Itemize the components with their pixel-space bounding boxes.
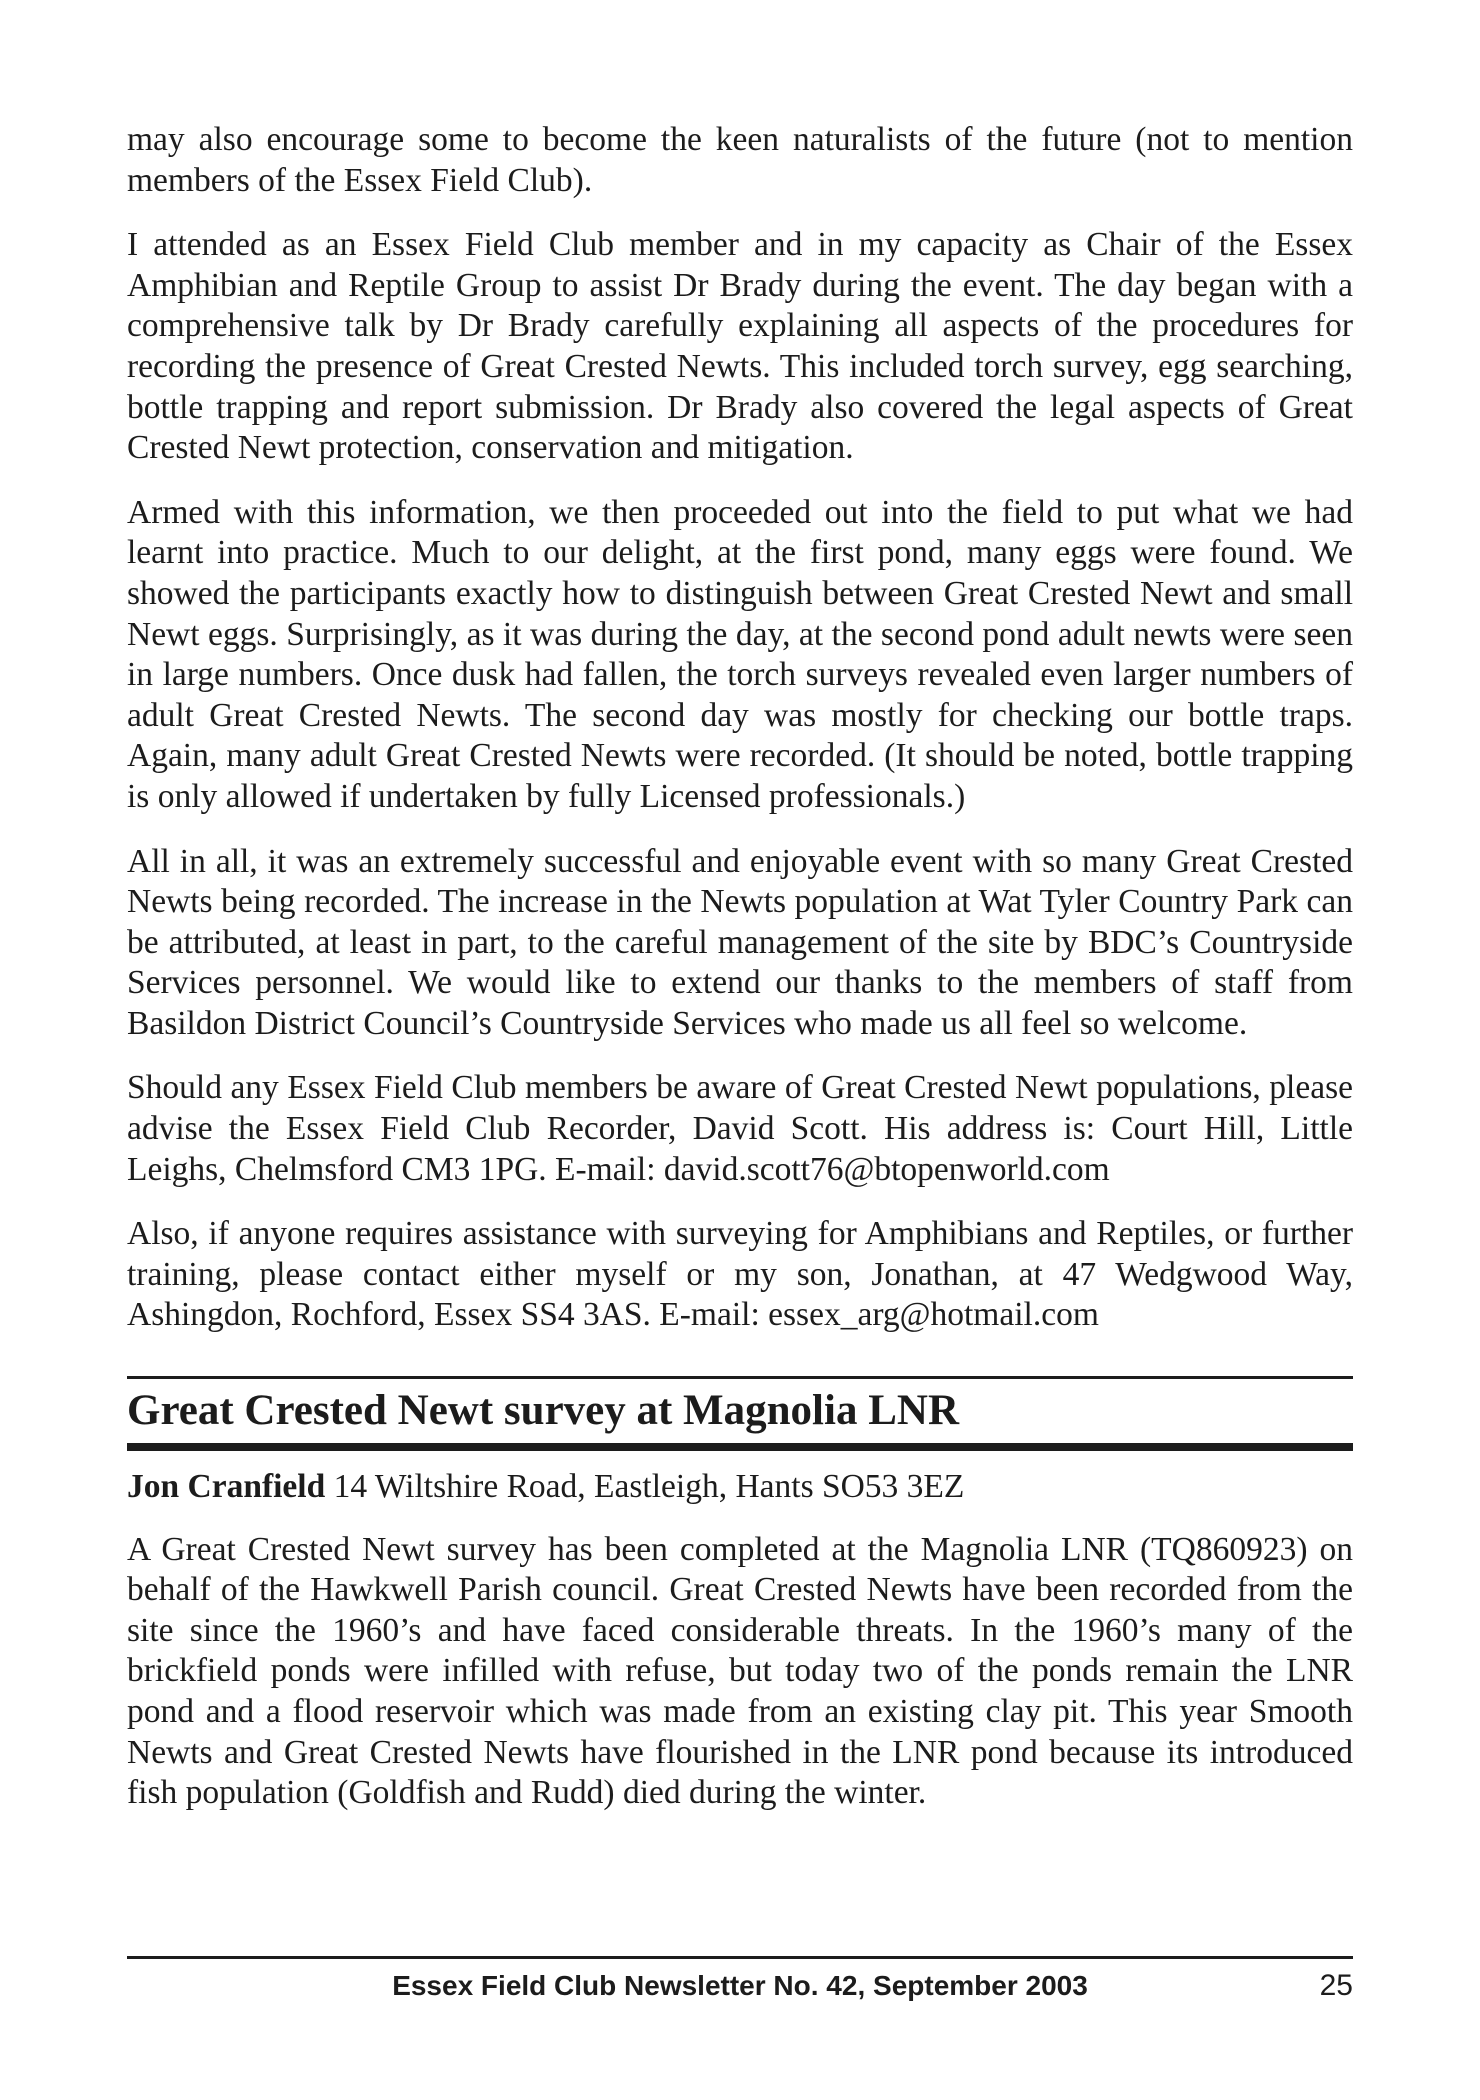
author-address: 14 Wiltshire Road, Eastleigh, Hants SO53 3EZ [325, 1468, 965, 1506]
section-bottom-rule [127, 1443, 1353, 1451]
body-paragraph: A Great Crested Newt survey has been completed at the Magnolia LNR (TQ860923) on behalf of the Hawkwell Parish council. Great Crested Newts have been recorded from the site since the 1960’s and have faced considerable threats. In the 1960’s many of the brickfield ponds were infilled with refuse, but today two of the ponds remain the LNR pond and a flood reservoir which was made from an existing clay pit. This year Smooth Newts and Great Crested Newts have flourished in the LNR pond because its introduced fish population (Goldfish and Rudd) died during the winter. [127, 1530, 1353, 1812]
author-name: Jon Cranfield [127, 1468, 326, 1506]
section-heading: Great Crested Newt survey at Magnolia LNR [127, 1387, 959, 1435]
footer-publication: Essex Field Club Newsletter No. 42, September 2003 [392, 1970, 1088, 2001]
body-paragraph: Also, if anyone requires assistance with surveying for Amphibians and Reptiles, or further training, please contact either myself or my son, Jonathan, at 47 Wedgwood Way, Ashingdon, Rochford, Essex SS4 3AS. E-mail: essex_arg@hotmail.com [127, 1215, 1353, 1334]
page-content [127, 120, 1353, 1838]
body-paragraph: may also encourage some to become the keen naturalists of the future (not to mention members of the Essex Field Club). [127, 121, 1353, 199]
page-number: 25 [1319, 1969, 1353, 2002]
body-paragraph: All in all, it was an extremely successful and enjoyable event with so many Great Crested Newts being recorded. The increase in the Newts population at Wat Tyler Country Park can be attributed, at least in part, to the careful management of the site by BDC’s Countryside Services personnel. We would like to extend our thanks to the members of staff from Basildon District Council’s Countryside Services who made us all feel so welcome. [127, 842, 1353, 1042]
body-paragraph: Armed with this information, we then proceeded out into the field to put what we had learnt into practice. Much to our delight, at the first pond, many eggs were found. We showed the participants exactly how to distinguish between Great Crested Newt and small Newt eggs. Surprisingly, as it was during the day, at the second pond adult newts were seen in large numbers. Once dusk had fallen, the torch surveys revealed even larger numbers of adult Great Crested Newts. The second day was mostly for checking our bottle traps. Again, many adult Great Crested Newts were recorded. (It should be noted, bottle trapping is only allowed if undertaken by fully Licensed professionals.) [127, 493, 1353, 815]
footer-rule [127, 1956, 1353, 1959]
author-byline [127, 1467, 1353, 1508]
body-paragraph: I attended as an Essex Field Club member and in my capacity as Chair of the Essex Amphibian and Reptile Group to assist Dr Brady during the event. The day began with a comprehensive talk by Dr Brady carefully explaining all aspects of the procedures for recording the presence of Great Crested Newts. This included torch survey, egg searching, bottle trapping and report submission. Dr Brady also covered the legal aspects of Great Crested Newt protection, conservation and mitigation. [127, 226, 1353, 467]
body-paragraph: Should any Essex Field Club members be aware of Great Crested Newt populations, please advise the Essex Field Club Recorder, David Scott. His address is: Court Hill, Little Leighs, Chelmsford CM3 1PG. E-mail: david.scott76@btopenworld.com [127, 1069, 1353, 1188]
page-footer [127, 1966, 1353, 2006]
